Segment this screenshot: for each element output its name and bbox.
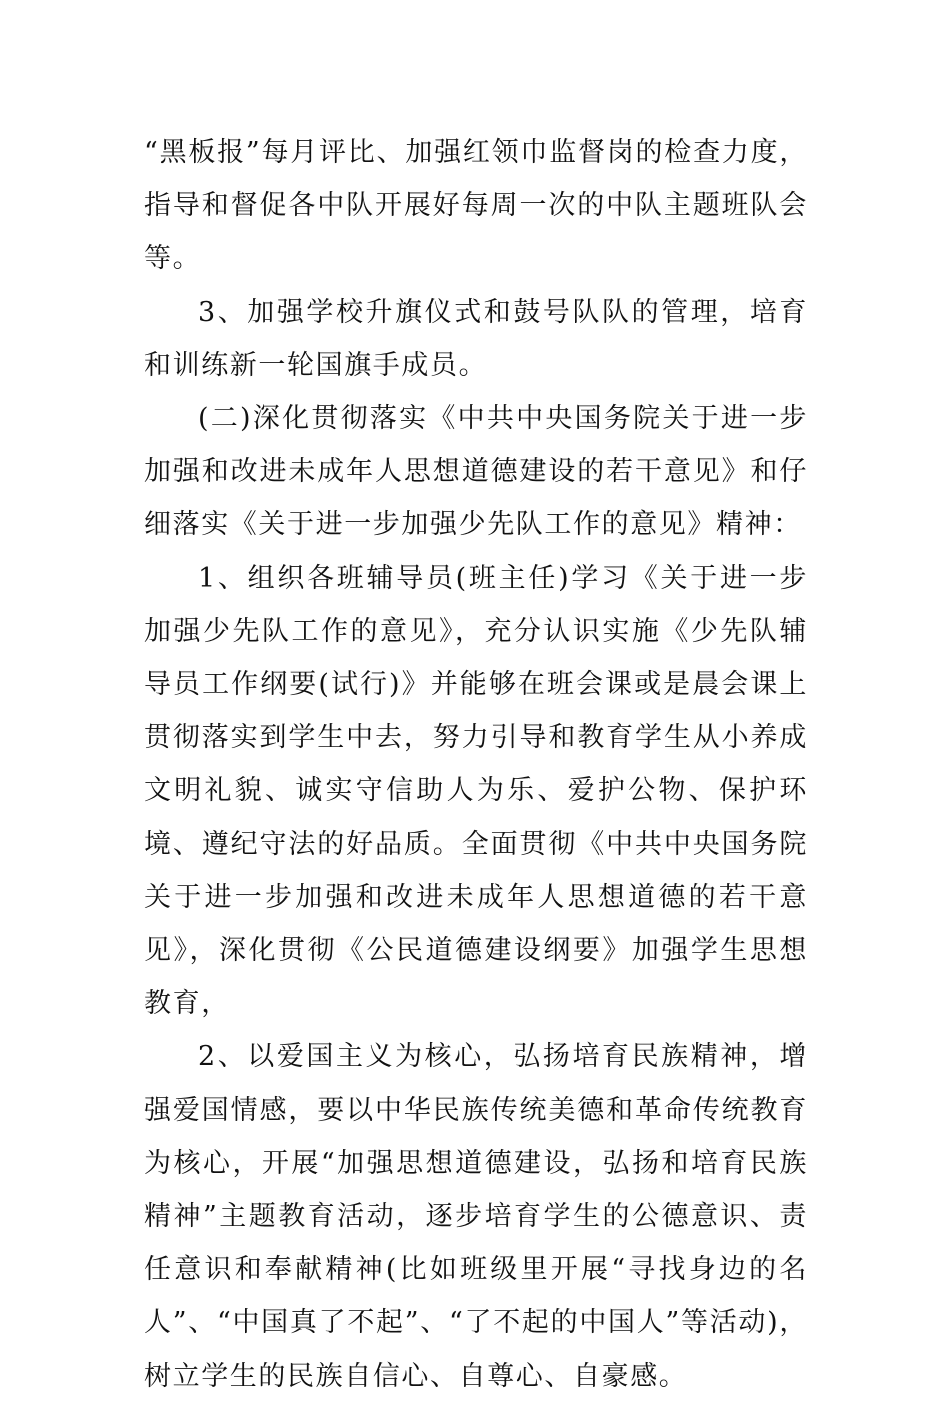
document-body	[144, 126, 808, 1403]
paragraph-continuation: “黑板报”每月评比、加强红领巾监督岗的检查力度，指导和督促各中队开展好每周一次的中队主题班队会等。	[144, 137, 808, 275]
paragraph-item-3: 3、加强学校升旗仪式和鼓号队队的管理，培育和训练新一轮国旗手成员。	[144, 296, 808, 381]
paragraph-item-2: 2、以爱国主义为核心，弘扬培育民族精神，增强爱国情感，要以中华民族传统美德和革命传统教育为核心，开展“加强思想道德建设，弘扬和培育民族精神”主题教育活动，逐步培育学生的公德意识、责任意识和奉献精神(比如班级里开展“寻找身边的名人”、“中国真了不起”、“了不起的中国人”等活动)，树立学生的民族自信心、自尊心、自豪感。	[144, 1041, 808, 1392]
paragraph-section-2: (二)深化贯彻落实《中共中央国务院关于进一步加强和改进未成年人思想道德建设的若干意见》和仔细落实《关于进一步加强少先队工作的意见》精神：	[144, 403, 808, 541]
paragraph-item-1: 1、组织各班辅导员(班主任)学习《关于进一步加强少先队工作的意见》，充分认识实施《少先队辅导员工作纲要(试行)》并能够在班会课或是晨会课上贯彻落实到学生中去，努力引导和教育学生从小养成文明礼貌、诚实守信助人为乐、爱护公物、保护环境、遵纪守法的好品质。全面贯彻《中共中央国务院关于进一步加强和改进未成年人思想道德的若干意见》，深化贯彻《公民道德建设纲要》加强学生思想教育，	[144, 562, 808, 1020]
